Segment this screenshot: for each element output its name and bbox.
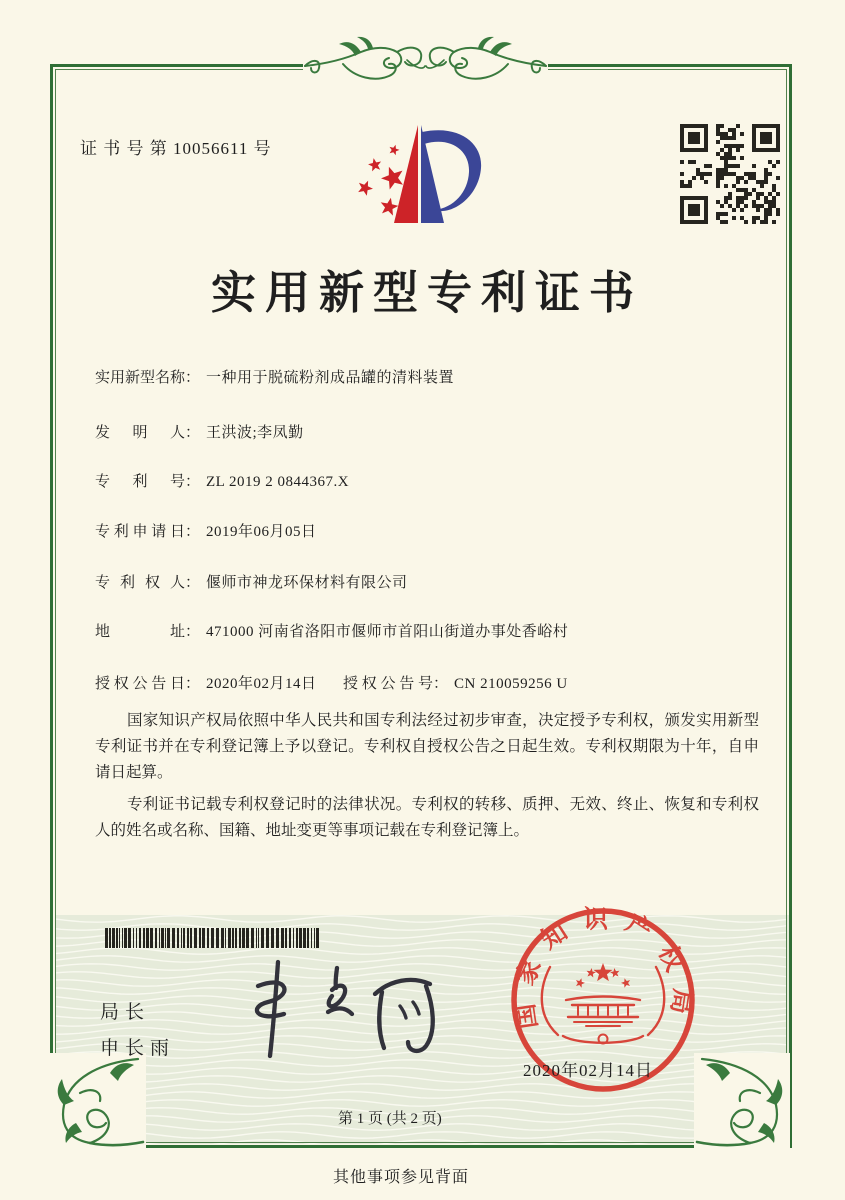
barcode-bar [232,928,234,948]
grant-date-value: 2020年02月14日 [206,676,317,692]
field-row-patentee [95,573,408,594]
barcode-bar [311,928,312,948]
legal-paragraph-2: 专利证书记载专利权登记时的法律状况。专利权的转移、质押、无效、终止、恢复和专利权人的姓名或名称、国籍、地址变更等事项记载在专利登记簿上。 [95,796,759,839]
corner-flourish-icon [50,1053,146,1149]
logo-star [381,198,399,216]
barcode-bar [276,928,279,948]
field-value: 偃师市神龙环保材料有限公司 [206,575,408,591]
barcode-bar [239,928,241,948]
barcode-bar [119,928,120,948]
barcode-bar [258,928,259,948]
barcode-bar [187,928,189,948]
barcode-bar [128,928,131,948]
colon: ： [185,676,201,692]
field-label: 发明人 [95,425,185,441]
grant-date-label: 授权公告日 [95,676,185,692]
barcode-bar [190,928,192,948]
top-border-ornament [303,34,548,100]
barcode-bar [207,928,209,948]
barcode-bar [116,928,118,948]
certificate-title: 实用新型专利证书 [210,268,643,318]
seal-national-emblem [542,963,664,1044]
barcode-bar [289,928,291,948]
qr-code [680,124,780,224]
barcode-bar [159,928,160,948]
colon: ： [185,370,201,386]
field-row-grant [95,674,568,695]
barcode-bar [225,928,226,948]
field-row-patent-number [95,472,349,493]
field-value: 471000 河南省洛阳市偃师市首阳山街道办事处香峪村 [206,624,569,640]
barcode-bar [122,928,123,948]
cnipa-logo-icon [350,122,490,230]
barcode-bar [112,928,115,948]
field-row-inventor [95,423,304,444]
barcode-bar [228,928,231,948]
barcode-bar [303,928,306,948]
bottom-right-ornament [694,1053,790,1149]
colon: ： [185,474,201,490]
scroll-ornament-icon [303,34,548,100]
field-label: 专利权人 [95,575,185,591]
barcode-bar [150,928,153,948]
field-value: 一种用于脱硫粉剂成品罐的清料装置 [206,370,455,386]
colon: ： [185,575,201,591]
logo-star [381,167,403,190]
seal-text: 国家知识产权局 [510,906,696,1031]
barcode-bar [143,928,145,948]
barcode-bar [211,928,214,948]
page-indicator: 第 1 页 (共 2 页) [338,1111,442,1127]
field-value: 王洪波;李凤勤 [206,425,304,441]
barcode-bar [155,928,157,948]
officer-name: 申长雨 [100,1038,176,1059]
barcode-bar [146,928,149,948]
barcode-bar [202,928,205,948]
barcode-bar [216,928,219,948]
barcode-bar [266,928,269,948]
officer-block [100,995,175,1067]
legal-paragraph-1: 国家知识产权局依照中华人民共和国专利法经过初步审查，决定授予专利权，颁发实用新型专利证书并在专利登记簿上予以登记。专利权自授权公告之日起生效。专利权期限为十年，自申请日起算。 [95,712,759,781]
barcode-bar [261,928,264,948]
barcode-bar [105,928,108,948]
barcode-bar [271,928,274,948]
field-value: ZL 2019 2 0844367.X [206,474,350,490]
barcode-bar [139,928,141,948]
barcode-bar [133,928,134,948]
colon: ： [185,425,201,441]
barcode-bar [194,928,197,948]
officer-title: 局长 [100,1002,151,1023]
barcode-bar [296,928,298,948]
barcode-bar [299,928,302,948]
barcode-bar [165,928,166,948]
certificate-number: 证 书 号 第 10056611 号 [80,139,272,158]
barcode-bar [242,928,245,948]
barcode-bar [199,928,201,948]
seal-date: 2020年02月14日 [523,1061,653,1080]
barcode-bar [246,928,249,948]
field-value: 2019年06月05日 [206,524,317,540]
back-note: 其他事项参见背面 [333,1169,470,1186]
barcode-bar [307,928,309,948]
barcode-bar [177,928,179,948]
barcode-bar [316,928,319,948]
barcode-bar [172,928,175,948]
grant-number-label: 授权公告号 [343,676,433,692]
barcode-bar [281,928,284,948]
barcode-bar [136,928,137,948]
barcode-bar [293,928,294,948]
barcode-bar [181,928,182,948]
barcode-bar [285,928,287,948]
barcode-bar [256,928,257,948]
barcode-bar [161,928,164,948]
grant-number-value: CN 210059256 U [454,676,568,692]
barcode-bar [314,928,315,948]
handwritten-signature [240,956,440,1064]
logo-star [358,181,373,196]
colon: ： [185,624,201,640]
barcode-bar [183,928,185,948]
field-label: 地址 [95,624,185,640]
field-row-filing-date [95,522,317,543]
logo-star [368,158,381,171]
field-label: 专利申请日 [95,524,185,540]
legal-text [95,708,759,850]
barcode-bar [221,928,224,948]
corner-flourish-icon [694,1053,790,1149]
barcode-bar [167,928,170,948]
field-row-utility-name [95,368,454,389]
grant-number-pair [343,674,568,695]
logo-star [390,145,400,155]
barcode [105,928,321,948]
colon: ： [433,676,449,692]
barcode-bar [235,928,237,948]
field-label: 实用新型名称 [95,370,186,386]
barcode-bar [124,928,127,948]
barcode-bar [109,928,111,948]
bottom-left-ornament [50,1053,146,1149]
colon: ： [185,524,201,540]
barcode-bar [251,928,254,948]
field-row-address [95,622,568,643]
field-label: 专利号 [95,474,185,490]
